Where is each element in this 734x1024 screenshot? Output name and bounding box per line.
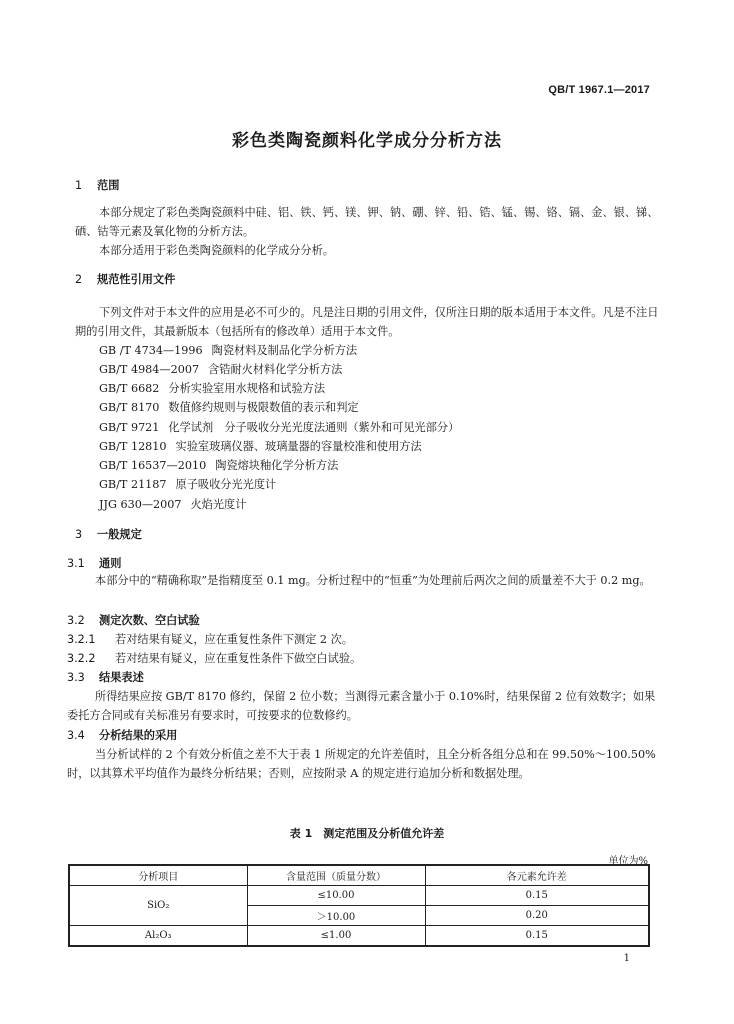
section-3-2-2: 3.2.2 若对结果有疑义，应在重复性条件下做空白试验。 xyxy=(67,652,362,665)
section-3-3-heading: 3.3 结果表述 xyxy=(67,671,144,684)
reference-item: GB/T 16537—2010 陶瓷熔块釉化学分析方法 xyxy=(99,459,339,472)
section-3-2-1: 3.2.1 若对结果有疑义，应在重复性条件下测定 2 次。 xyxy=(67,633,353,646)
table-header-cell: 含量范围（质量分数） xyxy=(247,865,425,886)
section-2-paragraph: 下列文件对于本文件的应用是必不可少的。凡是注日期的引用文件，仅所注日期的版本适用于本文件。凡是不注日期的引用文件，其最新版本（包括所有的修改单）适用于本文件。 xyxy=(75,306,659,338)
table-caption: 表 1 测定范围及分析值允许差 xyxy=(289,827,445,840)
standard-number: QB/T 1967.1—2017 xyxy=(548,84,650,96)
document-title: 彩色类陶瓷颜料化学成分分析方法 xyxy=(232,131,502,151)
table-row xyxy=(69,926,649,947)
reference-item: GB/T 8170 数值修约规则与极限数值的表示和判定 xyxy=(99,401,359,414)
section-3-2-heading: 3.2 测定次数、空白试验 xyxy=(67,614,200,627)
reference-item: GB/T 6682 分析实验室用水规格和试验方法 xyxy=(99,382,326,395)
section-3-1-paragraph: 本部分中的“精确称取”是指精度至 0.1 mg。分析过程中的“恒重”为处理前后两次之间的质量差不大于 0.2 mg。 xyxy=(95,574,651,587)
table-header-cell: 各元素允许差 xyxy=(425,865,649,886)
section-2-heading: 2 规范性引用文件 xyxy=(75,273,176,286)
section-1-heading: 1 范围 xyxy=(75,179,120,192)
table-cell-range: ＞10.00 xyxy=(247,906,425,926)
reference-item: GB/T 9721 化学试剂 分子吸收分光光度法通则（紫外和可见光部分） xyxy=(99,421,460,434)
table-cell-range: ≤1.00 xyxy=(247,926,425,947)
section-3-4-heading: 3.4 分析结果的采用 xyxy=(67,729,178,742)
section-1-paragraph-1: 本部分规定了彩色类陶瓷颜料中硅、铝、铁、钙、镁、钾、钠、硼、锌、铅、锆、锰、锡、铬、镉、金、银、锑、硒、钴等元素及氧化物的分析方法。 xyxy=(75,206,659,238)
table-cell-item: SiO₂ xyxy=(69,886,247,926)
table-cell-range: ≤10.00 xyxy=(247,886,425,906)
table-cell-tolerance: 0.15 xyxy=(425,926,649,947)
table-cell-tolerance: 0.15 xyxy=(425,886,649,906)
table-row xyxy=(69,886,649,906)
table-header-row xyxy=(69,865,649,886)
section-3-heading: 3 一般规定 xyxy=(75,528,142,541)
table-cell-tolerance: 0.20 xyxy=(425,906,649,926)
table-header-cell: 分析项目 xyxy=(69,865,247,886)
reference-item: GB /T 4734—1996 陶瓷材料及制品化学分析方法 xyxy=(99,344,358,357)
table-1 xyxy=(68,864,650,947)
table-unit: 单位为% xyxy=(608,856,648,867)
reference-item: GB/T 21187 原子吸收分光光度计 xyxy=(99,478,277,491)
table-cell-item: Al₂O₃ xyxy=(69,926,247,947)
section-1-paragraph-2: 本部分适用于彩色类陶瓷颜料的化学成分分析。 xyxy=(99,244,334,257)
reference-item: GB/T 12810 实验室玻璃仪器、玻璃量器的容量校准和使用方法 xyxy=(99,440,422,453)
reference-item: GB/T 4984—2007 含锆耐火材料化学分析方法 xyxy=(99,363,343,376)
section-3-1-heading: 3.1 通则 xyxy=(67,557,122,570)
page-number: 1 xyxy=(623,953,630,964)
section-3-4-paragraph: 当分析试样的 2 个有效分析值之差不大于表 1 所规定的允许差值时，且全分析各组分总和在 99.50%～100.50%时，以其算术平均值作为最终分析结果；否则，应按附录 A 的规定进行追加分析和数据处理。 xyxy=(67,748,656,780)
reference-item: JJG 630—2007 火焰光度计 xyxy=(99,498,247,511)
section-3-3-paragraph: 所得结果应按 GB/T 8170 修约，保留 2 位小数；当测得元素含量小于 0.10%时，结果保留 2 位有效数字；如果委托方合同或有关标准另有要求时，可按要求的位数修约。 xyxy=(67,690,656,722)
